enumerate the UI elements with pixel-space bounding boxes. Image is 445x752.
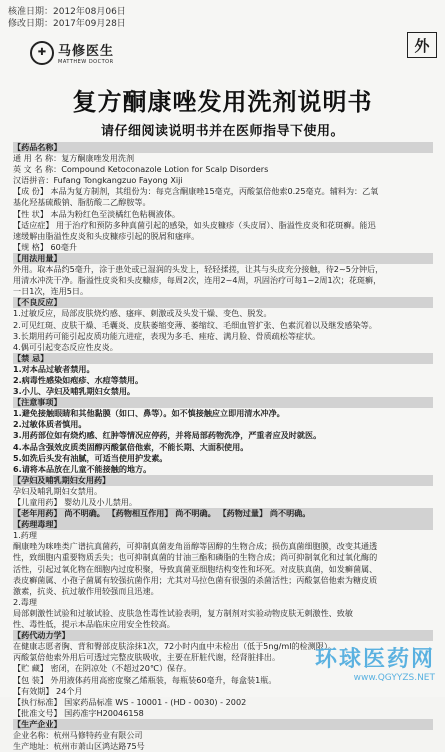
text-line: 丙酸氯倍他索外用后可透过完整皮肤吸收，主要在肝脏代谢，经肾脏排出。 <box>13 652 281 663</box>
text-line: 表皮癣菌属、小孢子菌属有较强抗菌作用；尤其对马拉色菌有很强的杀菌活性；丙酸氯倍他索为糖皮质 <box>13 574 378 585</box>
section-heading: 【生产企业】 <box>13 719 433 730</box>
text-line: 3.小儿、孕妇及哺乳期妇女禁用。 <box>13 386 136 397</box>
text-line: 【适应症】 用于治疗和预防多种真菌引起的感染，如头皮糠疹（头皮屑）、脂溢性皮炎和花斑癣。能迅 <box>13 219 376 230</box>
approval-dates <box>8 6 126 30</box>
text-line: 1.过敏反应，局部皮肤烧灼感、瘙痒、刺激或及头发干燥、变色、脱发。 <box>13 308 272 319</box>
text-line: 【批准文号】 国药准字H20046158 <box>13 707 144 718</box>
text-line: 3.长期用药可能引起皮质功能亢进症，表现为多毛、痤疮、满月脸、骨质疏松等症状。 <box>13 330 321 341</box>
text-line: 【性 状】 本品为粉红色至淡橘红色粘稠液体。 <box>13 208 181 219</box>
text-line: 4.偶可引起变态反应性皮炎。 <box>13 341 118 352</box>
text-line: 1.避免接触眼睛和其他黏膜（如口、鼻等）。如不慎接触应立即用清水冲净。 <box>13 408 285 419</box>
text-line: 2.病毒性感染如疱疹、水痘等禁用。 <box>13 374 144 385</box>
approval-date: 核准日期：2012年08月06日 <box>8 7 126 17</box>
brand-emblem-icon: ✚ <box>30 41 54 65</box>
text-line: 激素，抗炎、抗过敏作用较强而且迅速。 <box>13 585 159 596</box>
text-line: 【有效期】 24个月 <box>13 685 83 696</box>
text-line: 5.如洗后头发有油腻，可适当使用护发素。 <box>13 452 168 463</box>
brand-name: 马修医生 <box>58 44 115 59</box>
text-line: 生产地址：杭州市萧山区鸿达路75号 <box>13 741 145 752</box>
section-heading: 【注意事项】 <box>13 397 433 408</box>
brand-name-en: MATTHEW DOCTOR <box>58 59 114 65</box>
text-line: 2.可见红斑、皮肤干燥、毛囊炎、皮肤萎缩变薄、萎缩纹、毛细血管扩张、色素沉着以及继发感染等。 <box>13 319 377 330</box>
text-line: 酮康唑为咪唑类广谱抗真菌药，可抑制真菌麦角甾醇等固醇的生物合成；损伤真菌细胞膜，改变其通透 <box>13 541 378 552</box>
text-line: 局部刺激性试验和过敏试验、皮肤急性毒性试验表明，复方制剂对实验动物皮肤无刺激性、致敏 <box>13 607 353 618</box>
text-line: 【儿童用药】 婴幼儿及小儿禁用。 <box>13 497 137 507</box>
text-line: 用清水冲洗干净。脂溢性皮炎和头皮糠疹，每周2次，连用2~4周，巩固治疗可每1~2周1次；花斑癣， <box>13 275 382 286</box>
text-line: 汉语拼音：Fufang Tongkangzuo Fayong Xiji <box>13 175 183 186</box>
text-line: 通 用 名 称：复方酮康唑发用洗剂 <box>13 153 135 164</box>
text-line: 企业名称：杭州马修特药业有限公司 <box>13 729 143 740</box>
section-heading: 【禁 忌】 <box>13 353 433 364</box>
text-line: 3.用药部位如有烧灼感、红肿等情况应停药，并将局部药物洗净，严重者应及时就医。 <box>13 430 322 441</box>
text-line: 1.药理 <box>13 530 37 541</box>
text-line: 性，致细胞内重要物质丢失；也可抑制真菌的甘油三酯和磷脂的生物合成；尚可抑制氧化和过氧化酶的 <box>13 552 378 563</box>
brand-logo-block <box>30 40 114 65</box>
section-heading: 【药代动力学】 <box>13 630 433 641</box>
text-line: 2.毒理 <box>13 596 37 607</box>
text-line: 速缓解由脂溢性皮炎和头皮糠疹引起的脱屑和瘙痒。 <box>13 230 200 241</box>
section-heading: 【药理毒理】 <box>13 519 433 530</box>
revision-date: 修改日期：2017年09月28日 <box>8 19 126 29</box>
section-heading: 【不良反应】 <box>13 297 433 308</box>
document-subtitle: 请仔细阅读说明书并在医师指导下使用。 <box>100 124 344 139</box>
text-line: 2.过敏体质者慎用。 <box>13 419 87 430</box>
text-line: 6.请将本品放在儿童不能接触的地方。 <box>13 463 152 474</box>
section-heading: 【用法用量】 <box>13 253 433 264</box>
section-heading: 【药品名称】 <box>13 142 433 153</box>
watermark-name: 环球医药网 <box>314 647 435 672</box>
text-line: 外用。取本品约5毫升，涂于患处或已湿润的头发上，轻轻揉搓，让其与头皮充分接触，待2~5分钟后， <box>13 264 384 275</box>
watermark <box>315 642 435 683</box>
text-line: 【包 装】 外用液体药用高密度聚乙烯瓶装，每瓶装60毫升，每盒装1瓶。 <box>13 674 277 685</box>
text-line: 基化羟基硫酸钠、脂肪酸二乙醇胺等。 <box>13 197 151 208</box>
text-line: 英 文 名 称：Compound Ketoconazole Lotion for Scalp Disorders <box>13 164 269 175</box>
text-line: 在健康志愿者胸、背和臀部皮肤涂抹1次，72小时内血中未检出（低于5ng/ml的检测限）。 <box>13 641 336 652</box>
text-line: 【贮 藏】 密闭，在阴凉处（不超过20℃）保存。 <box>13 663 192 674</box>
document-title: 复方酮康唑发用洗剂说明书 <box>72 88 373 116</box>
text-line: 活性，引起过氧化物在细胞内过度积聚，导致真菌亚细胞结构变性和坏死。对皮肤真菌，如发癣菌属、 <box>13 563 378 574</box>
text-line: 一日1次，连用5日。 <box>13 286 89 297</box>
text-line: 1.对本品过敏者禁用。 <box>13 363 95 374</box>
text-line: 【成 份】 本品为复方制剂，其组份为：每克含酮康唑15毫克，丙酸氯倍他索0.25毫克。辅料为：乙氧 <box>13 186 379 197</box>
external-use-badge: 外 <box>407 32 437 58</box>
section-heading: 【老年用药】 尚不明确。 【药物相互作用】 尚不明确。 【药物过量】 尚不明确。 <box>13 508 433 519</box>
watermark-url: www.QGYYZS.NET <box>353 673 435 683</box>
section-heading: 【孕妇及哺乳期妇女用药】 <box>13 475 433 486</box>
text-line: 4.本品含强效皮质类固醇丙酸氯倍他索，不能长期、大面积使用。 <box>13 441 249 452</box>
text-line: 孕妇及哺乳期妇女禁用。 <box>13 485 103 496</box>
text-line: 性、毒性低，提示本品临床应用安全性较高。 <box>13 619 175 630</box>
text-line: 【规 格】 60毫升 <box>13 241 78 252</box>
text-line: 【执行标准】 国家药品标准 WS - 10001 - (HD - 0030) - 2002 <box>13 696 247 707</box>
